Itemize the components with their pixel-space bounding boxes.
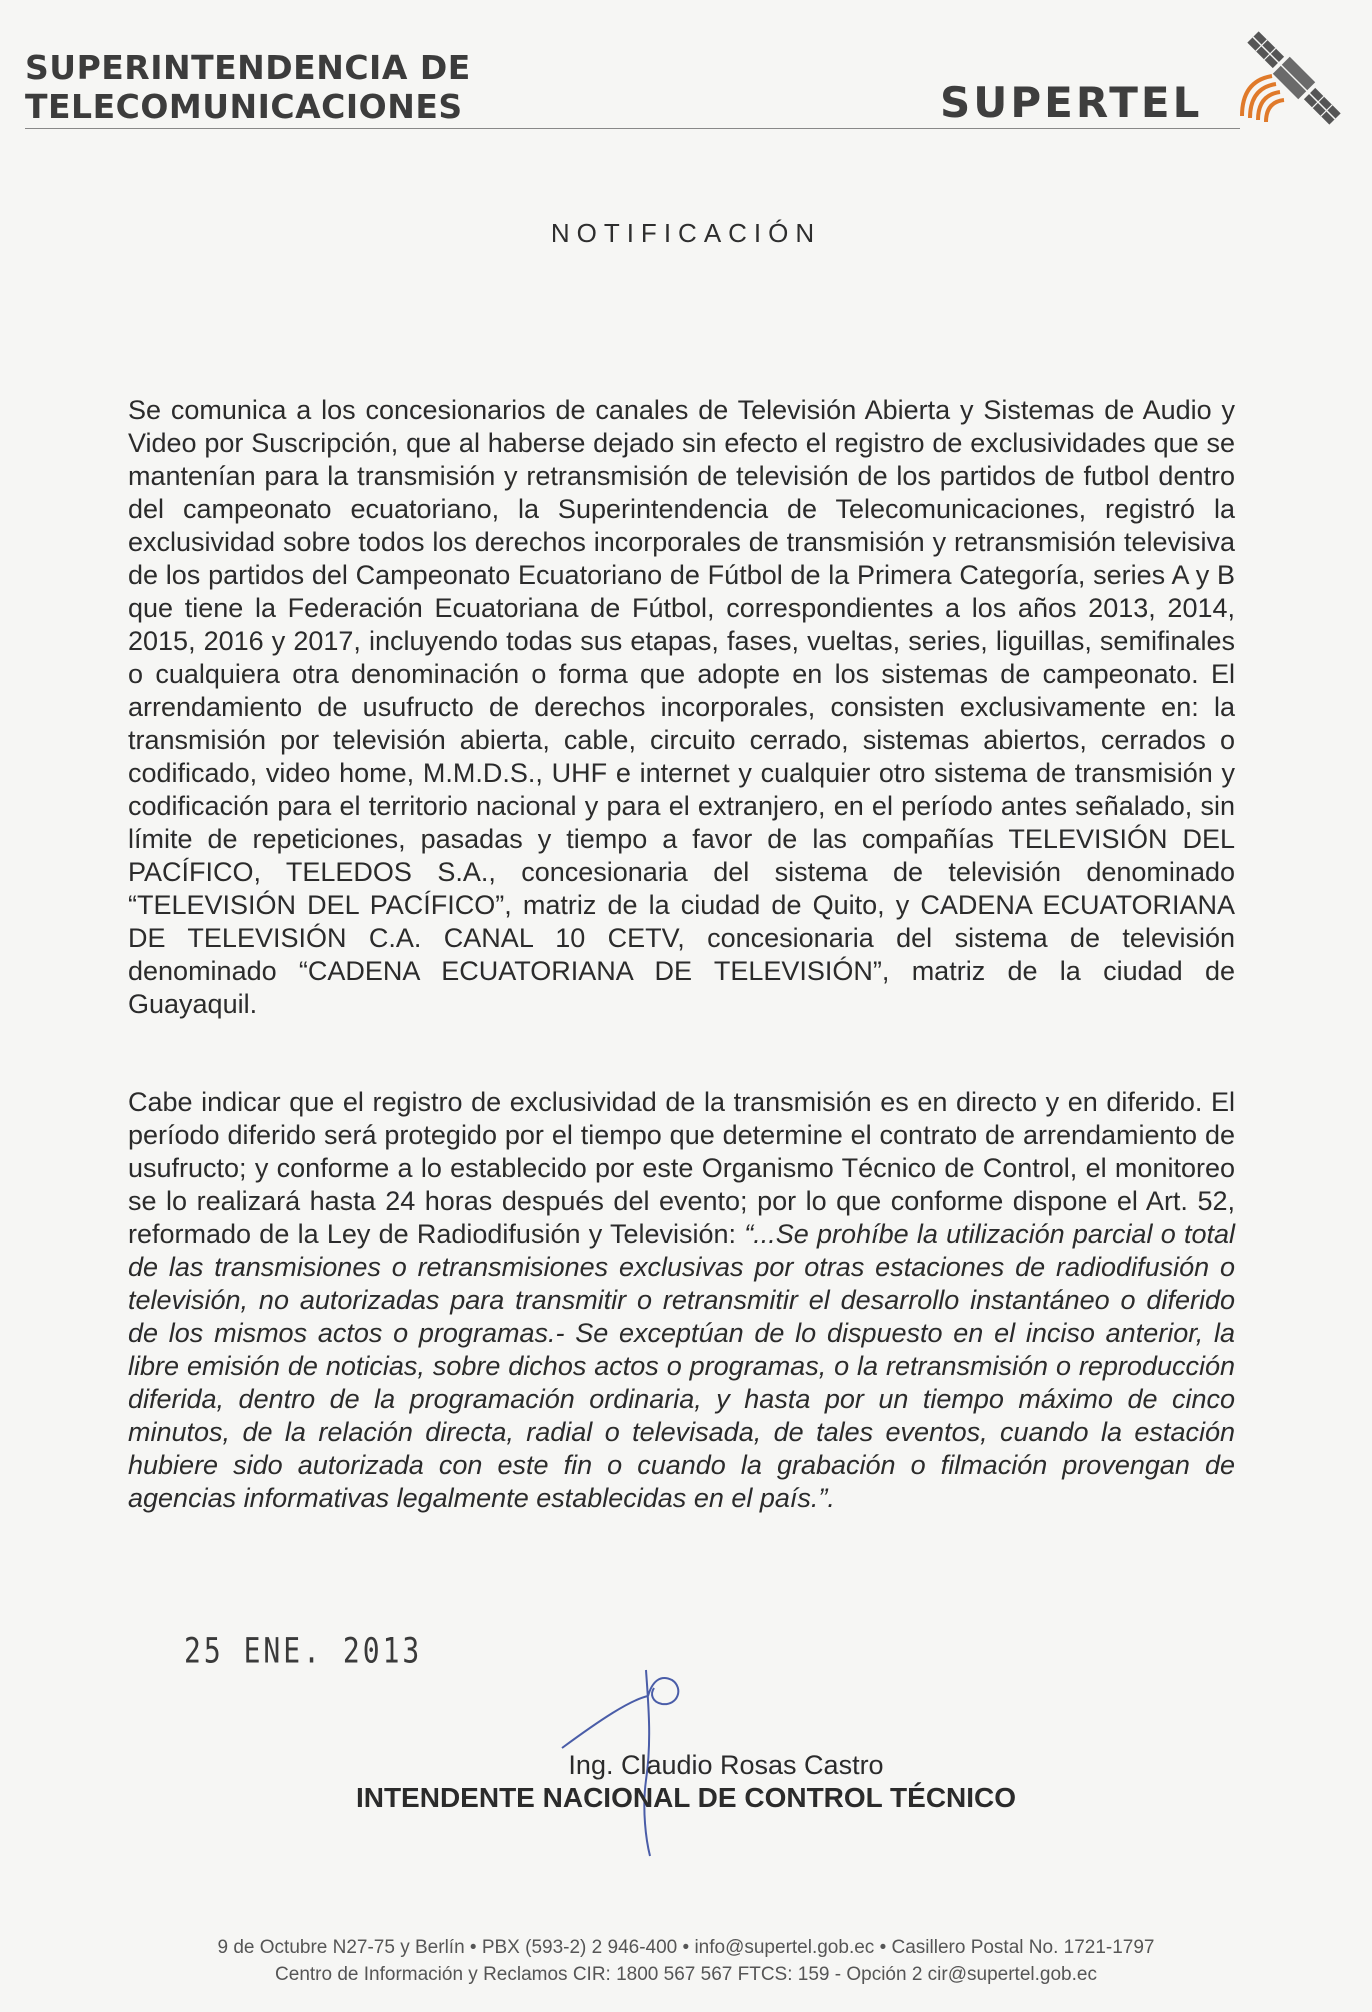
footer-contact: Centro de Información y Reclamos CIR: 1800 567 567 FTCS: 159 - Opción 2 cir@supertel.gob.ec xyxy=(275,1964,1097,1985)
signer-title: INTENDENTE NACIONAL DE CONTROL TÉCNICO xyxy=(355,1782,1017,1813)
footer-address: 9 de Octubre N27-75 y Berlín • PBX (593-2) 2 946-400 • info@supertel.gob.ec • Casillero Postal No. 1721-1797 xyxy=(217,1937,1155,1958)
satellite-logo-icon xyxy=(1222,26,1347,126)
body-paragraph-1: Se comunica a los concesionarios de canales de Televisión Abierta y Sistemas de Audio y Video por Suscripción, que al haberse dejado sin efecto el registro de exclusividades que se mantenían para la transmisión y retransmisión de televisión de los partidos de futbol dentro del campeonato ecuatoriano, la Superintendencia de Telecomunicaciones, registró la exclusividad sobre todos los derechos incorporales de transmisión y retransmisión televisiva de los partidos del Campeonato Ecuatoriano de Fútbol de la Primera Categoría, series A y B que tiene la Federación Ecuatoriana de Fútbol, correspondientes a los años 2013, 2014, 2015, 2016 y 2017, incluyendo todas sus etapas, fases, vueltas, series, liguillas, semifinales o cualquiera otra denominación o forma que adopte en los sistemas de campeonato. El arrendamiento de usufructo de derechos incorporales, consisten exclusivamente en: la transmisión por televisión abierta, cable, circuito cerrado, sistemas abiertos, cerrados o codificado, video home, M.M.D.S., UHF e internet y cualquier otro sistema de transmisión y codificación para el territorio nacional y para el extranjero, en el período antes señalado, sin límite de repeticiones, pasadas y tiempo a favor de las compañías TELEVISIÓN DEL PACÍFICO, TELEDOS S.A., concesionaria del sistema de televisión denominado “TELEVISIÓN DEL PACÍFICO”, matriz de la ciudad de Quito, y CADENA ECUATORIANA DE TELEVISIÓN C.A. CANAL 10 CETV, concesionaria del sistema de televisión denominado “CADENA ECUATORIANA DE TELEVISIÓN”, matriz de la ciudad de Guayaquil. xyxy=(128,395,1235,1019)
header-divider xyxy=(25,128,1240,129)
organization-name xyxy=(25,48,545,126)
org-name-line1: SUPERINTENDENCIA DE xyxy=(25,48,471,87)
document-title: NOTIFICACIÓN xyxy=(550,218,822,248)
date-stamp: 25 ENE. 2013 xyxy=(184,1630,423,1672)
body-paragraph-2 xyxy=(128,1086,1235,1515)
signer-name: Ing. Claudio Rosas Castro xyxy=(568,1750,884,1780)
law-quote: “...Se prohíbe la utilización parcial o total de las transmisiones o retransmisiones exclusivas por otras estaciones de radiodifusión o televisión, no autorizadas para transmitir o retransmitir el desarrollo instantáneo o diferido de los mismos actos o programas.- Se exceptúan de lo dispuesto en el inciso anterior, la libre emisión de noticias, sobre dichos actos o programas, o la retransmisión o reproducción diferida, dentro de la programación ordinaria, y hasta por un tiempo máximo de cinco minutos, de la relación directa, radial o televisada, de tales eventos, cuando la estación hubiere sido autorizada con este fin o cuando la grabación o filmación provengan de agencias informativas legalmente establecidas en el país.”. xyxy=(128,1219,1235,1513)
org-name-line2: TELECOMUNICACIONES xyxy=(25,87,463,126)
brand-wordmark: SUPERTEL xyxy=(940,78,1203,127)
paragraph-2-intro: Cabe indicar que el registro de exclusividad de la transmisión es en directo y en diferido. El período diferido será protegido por el tiempo que determine el contrato de arrendamiento de usufructo; y conforme a lo establecido por este Organismo Técnico de Control, el monitoreo se lo realizará hasta 24 horas después del evento; por lo que conforme dispone el Art. 52, reformado de la Ley de Radiodifusión y Televisión: xyxy=(128,1087,1235,1249)
